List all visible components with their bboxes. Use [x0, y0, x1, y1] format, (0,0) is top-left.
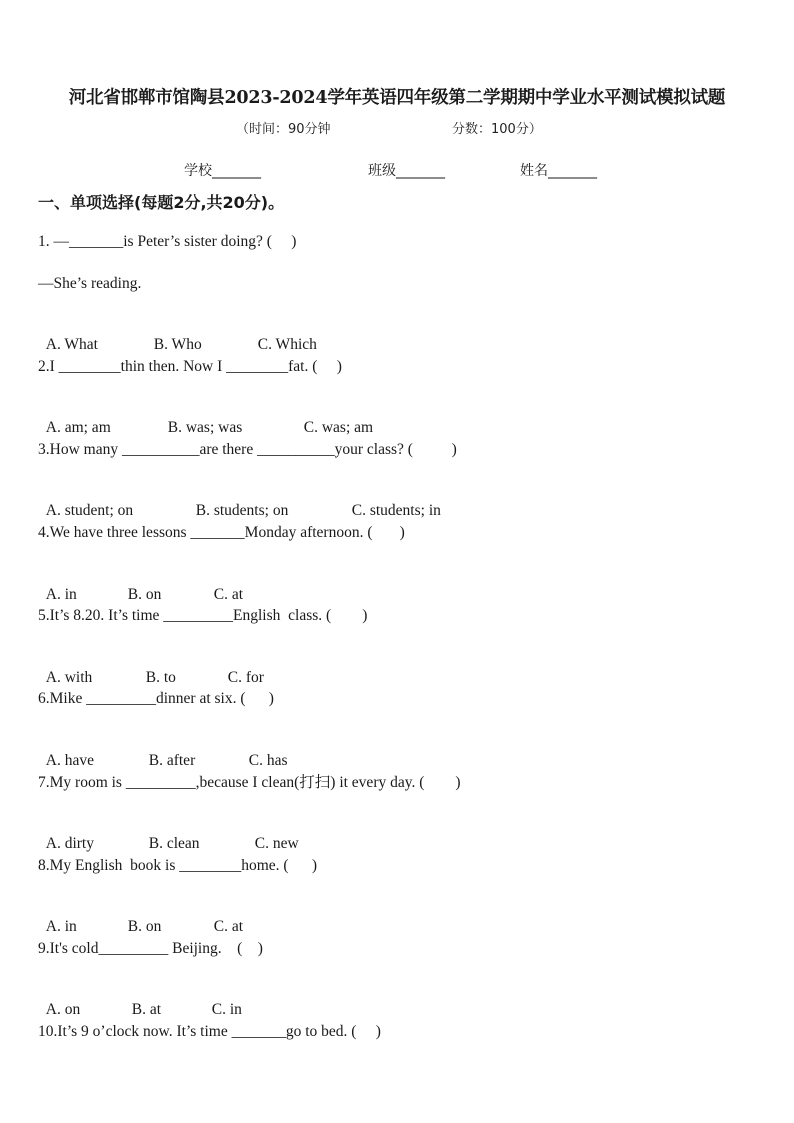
school-field[interactable]: 学校_______	[184, 163, 261, 179]
question-5-options	[38, 648, 264, 688]
option-a[interactable]: A. on	[45, 1001, 81, 1018]
option-b[interactable]: B. on	[127, 586, 162, 603]
option-c[interactable]: C. has	[248, 752, 288, 769]
name-field[interactable]: 姓名_______	[520, 163, 597, 179]
question-6-stem: 6.Mike _________dinner at six. ( )	[38, 690, 274, 707]
option-a[interactable]: A. have	[45, 752, 94, 769]
question-7-stem: 7.My room is _________,because I clean(打扫) it every day. ( )	[38, 774, 461, 791]
option-a[interactable]: A. with	[45, 669, 93, 686]
question-10-stem: 10.It’s 9 o’clock now. It’s time _______go to bed. ( )	[38, 1023, 381, 1040]
question-9-options	[38, 980, 242, 1020]
question-5-stem: 5.It’s 8.20. It’s time _________English class. ( )	[38, 607, 368, 624]
option-a[interactable]: A. am; am	[45, 419, 111, 436]
option-a[interactable]: A. in	[45, 918, 77, 935]
exam-title: 河北省邯郸市馆陶县2023-2024学年英语四年级第二学期期中学业水平测试模拟试题	[68, 88, 726, 108]
option-b[interactable]: B. students; on	[195, 502, 289, 519]
option-c[interactable]: C. Which	[257, 336, 317, 353]
option-a[interactable]: A. student; on	[45, 502, 134, 519]
option-c[interactable]: C. at	[213, 586, 244, 603]
option-b[interactable]: B. was; was	[167, 419, 243, 436]
option-c[interactable]: C. for	[227, 669, 264, 686]
question-4-options	[38, 565, 243, 605]
option-b[interactable]: B. Who	[153, 336, 202, 353]
exam-score: 分数：100分）	[452, 122, 542, 137]
question-8-options	[38, 897, 243, 937]
question-6-options	[38, 731, 288, 771]
question-3-stem: 3.How many __________are there __________your class? ( )	[38, 441, 457, 458]
option-c[interactable]: C. was; am	[303, 419, 374, 436]
option-b[interactable]: B. on	[127, 918, 162, 935]
class-field[interactable]: 班级_______	[368, 163, 445, 179]
question-2-options	[38, 398, 373, 438]
question-7-options	[38, 814, 299, 854]
option-c[interactable]: C. in	[211, 1001, 242, 1018]
section-heading: 一、单项选择(每题2分,共20分)。	[38, 193, 285, 212]
option-c[interactable]: C. new	[254, 835, 299, 852]
question-2-stem: 2.I ________thin then. Now I ________fat. ( )	[38, 358, 342, 375]
option-c[interactable]: C. at	[213, 918, 244, 935]
question-8-stem: 8.My English book is ________home. ( )	[38, 857, 317, 874]
option-b[interactable]: B. clean	[148, 835, 200, 852]
option-a[interactable]: A. in	[45, 586, 77, 603]
option-b[interactable]: B. after	[148, 752, 196, 769]
option-c[interactable]: C. students; in	[351, 502, 441, 519]
option-b[interactable]: B. at	[131, 1001, 162, 1018]
question-1-options	[38, 315, 317, 355]
question-1-answer-line: —She’s reading.	[38, 275, 142, 292]
option-a[interactable]: A. dirty	[45, 835, 94, 852]
question-4-stem: 4.We have three lessons _______Monday afternoon. ( )	[38, 524, 405, 541]
option-a[interactable]: A. What	[45, 336, 98, 353]
question-1-stem: 1. —_______is Peter’s sister doing? ( )	[38, 233, 297, 250]
question-3-options	[38, 481, 441, 521]
option-b[interactable]: B. to	[145, 669, 176, 686]
exam-time: （时间：90分钟	[236, 122, 331, 137]
question-9-stem: 9.It's cold_________ Beijing. ( )	[38, 940, 263, 957]
